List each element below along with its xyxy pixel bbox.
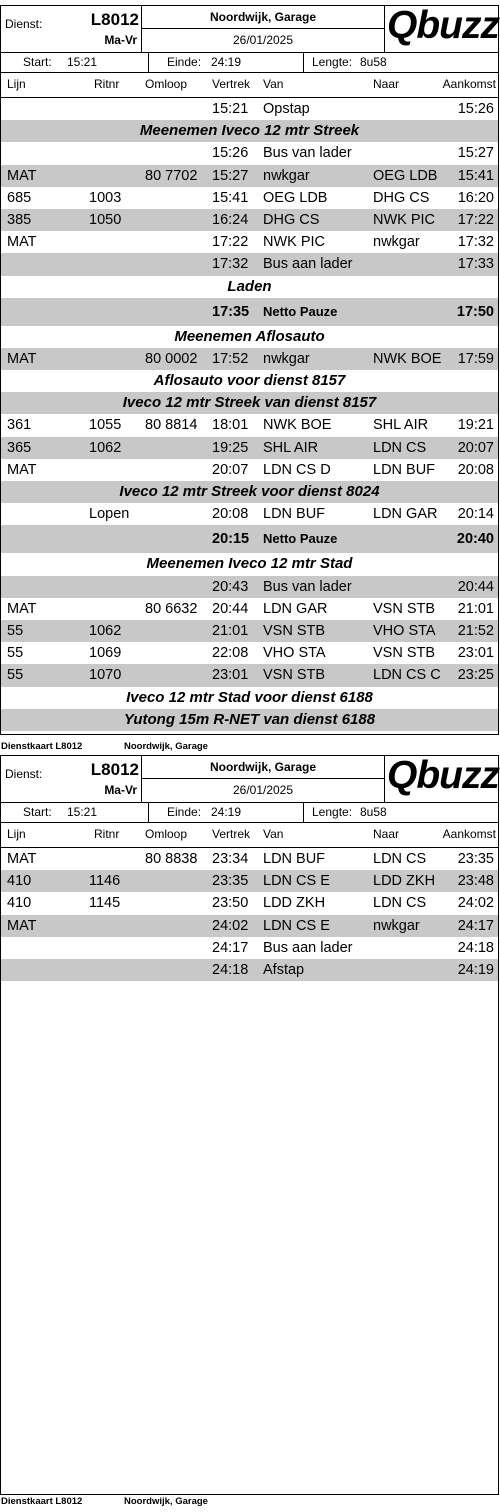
cell-van: LDN CS E <box>263 917 330 934</box>
duty-length: 8u58 <box>360 55 387 69</box>
cell-ritnr: 1062 <box>89 622 122 639</box>
cell-van: LDN CS D <box>263 461 331 478</box>
cell-omloop: 80 6632 <box>145 600 198 617</box>
section-row: Iveco 12 mtr Streek van dienst 8157 <box>1 392 498 414</box>
cell-vertrek: 23:01 <box>212 667 249 684</box>
cell-vertrek: 18:01 <box>212 417 249 434</box>
col-van: Van <box>263 827 284 841</box>
cell-vertrek: 15:21 <box>212 101 249 117</box>
duty-label: Dienst: <box>5 17 43 31</box>
section-row: Iveco 12 mtr Streek voor dienst 8024 <box>1 481 498 503</box>
depot-name: Noordwijk, Garage <box>142 6 384 29</box>
cell-lijn: MAT <box>7 167 37 184</box>
section-row: Iveco 12 mtr Stad voor dienst 6188 <box>126 688 373 706</box>
end-label: Einde: <box>167 805 202 819</box>
pause-row <box>1 525 498 553</box>
cell-lijn: 361 <box>7 417 32 434</box>
table-row <box>1 937 498 959</box>
cell-lijn: MAT <box>7 600 37 617</box>
col-lijn: Lijn <box>7 77 26 91</box>
cell-van: LDN BUF <box>263 506 326 523</box>
times-bar <box>1 802 498 823</box>
duty-days: Ma-Vr <box>104 33 137 47</box>
cell-van: Bus aan lader <box>263 939 353 956</box>
cell-van: Bus van lader <box>263 578 352 595</box>
cell-aankomst: 23:35 <box>457 851 494 867</box>
cell-van: NWK PIC <box>263 234 326 251</box>
cell-omloop: 80 8838 <box>145 851 198 867</box>
cell-vertrek: 20:44 <box>212 600 249 617</box>
cell-vertrek: 21:01 <box>212 622 249 639</box>
cell-aankomst: 21:52 <box>457 622 494 639</box>
cell-vertrek: 17:32 <box>212 256 249 273</box>
location-cell <box>142 756 385 802</box>
location-cell <box>142 6 385 52</box>
card-header <box>1 6 498 53</box>
cell-vertrek: 24:02 <box>212 917 249 934</box>
col-ritnr: Ritnr <box>94 77 120 91</box>
cell-ritnr: 1069 <box>89 645 122 662</box>
pause-label: Netto Pauze <box>263 303 338 319</box>
col-vertrek: Vertrek <box>212 77 251 91</box>
cell-naar: NWK BOE <box>373 350 442 367</box>
section-row: Laden <box>227 277 272 295</box>
cell-vertrek: 15:27 <box>212 167 249 184</box>
cell-van: VSN STB <box>263 667 326 684</box>
footer-duty: Dienstkaart L8012 <box>1 1496 83 1507</box>
length-label: Lengte: <box>312 805 353 819</box>
section-row: Meenemen Aflosauto <box>174 327 325 345</box>
section-row: Aflosauto voor dienst 8157 <box>153 372 346 390</box>
table-row <box>1 231 498 253</box>
cell-naar: LDN BUF <box>373 461 436 478</box>
table-row <box>1 165 498 187</box>
cell-lijn: MAT <box>7 234 37 251</box>
cell-van: nwkgar <box>263 167 310 184</box>
length-label: Lengte: <box>312 55 353 69</box>
table-row <box>1 620 498 642</box>
cell-aankomst: 24:18 <box>457 939 494 956</box>
col-naar: Naar <box>373 827 400 841</box>
cell-aankomst: 15:27 <box>457 145 494 162</box>
section-row: Meenemen Iveco 12 mtr Stad <box>146 555 353 573</box>
length-cell <box>304 52 499 72</box>
cell-ritnr: 1055 <box>89 417 122 434</box>
cell-naar: LDN CS C <box>373 667 441 684</box>
table-row <box>1 348 498 370</box>
cell-aankomst: 17:33 <box>457 256 494 273</box>
cell-aankomst: 16:20 <box>457 189 494 206</box>
cell-van: Afstap <box>263 961 305 978</box>
table-row <box>1 142 498 164</box>
start-cell <box>1 52 149 72</box>
cell-vertrek: 20:07 <box>212 461 249 478</box>
cell-vertrek: 24:18 <box>212 961 249 978</box>
cell-naar: SHL AIR <box>373 417 429 434</box>
cell-naar: LDN CS <box>373 851 427 867</box>
duty-length: 8u58 <box>360 805 387 819</box>
cell-aankomst: 15:26 <box>457 101 494 117</box>
cell-ritnr: 1070 <box>89 667 122 684</box>
cell-ritnr: 1146 <box>89 873 121 890</box>
cell-omloop: 80 8814 <box>145 417 198 434</box>
start-time: 15:21 <box>67 55 98 69</box>
footer-duty: Dienstkaart L8012 <box>1 741 83 752</box>
cell-lijn: MAT <box>7 851 37 867</box>
times-bar <box>1 52 498 73</box>
duty-card-page-1 <box>0 5 499 735</box>
cell-vertrek: 15:41 <box>212 189 249 206</box>
cell-aankomst: 20:08 <box>457 461 494 478</box>
cell-van: LDN GAR <box>263 600 328 617</box>
cell-naar: LDD ZKH <box>373 873 436 890</box>
duty-cell <box>1 756 142 802</box>
col-aankomst: Aankomst <box>442 77 496 91</box>
cell-lijn: 365 <box>7 439 32 456</box>
table-row <box>1 915 498 937</box>
end-time: 24:19 <box>211 805 242 819</box>
cell-van: DHG CS <box>263 211 320 228</box>
table-row <box>1 437 498 459</box>
cell-van: VSN STB <box>263 622 326 639</box>
pause-row <box>1 298 498 326</box>
col-vertrek: Vertrek <box>212 827 251 841</box>
cell-aankomst: 23:01 <box>457 645 494 662</box>
col-van: Van <box>263 77 284 91</box>
cell-vertrek: 23:50 <box>212 895 249 912</box>
cell-aankomst: 24:19 <box>457 961 494 978</box>
cell-van: LDN BUF <box>263 851 326 867</box>
duty-days: Ma-Vr <box>104 783 137 797</box>
table-row <box>1 414 498 436</box>
pause-label: Netto Pauze <box>263 531 338 547</box>
pause-start: 20:15 <box>212 531 250 548</box>
cell-lijn: 55 <box>7 645 24 662</box>
cell-naar: VSN STB <box>373 645 436 662</box>
cell-naar: VSN STB <box>373 600 436 617</box>
footer-depot: Noordwijk, Garage <box>124 1496 208 1507</box>
cell-vertrek: 17:22 <box>212 234 249 251</box>
cell-vertrek: 20:43 <box>212 578 249 595</box>
cell-naar: VHO STA <box>373 622 436 639</box>
cell-aankomst: 24:02 <box>457 895 494 912</box>
cell-vertrek: 16:24 <box>212 211 249 228</box>
cell-naar: nwkgar <box>373 917 420 934</box>
cell-aankomst: 17:32 <box>457 234 494 251</box>
cell-aankomst: 23:25 <box>457 667 494 684</box>
pause-start: 17:35 <box>212 303 250 320</box>
cell-vertrek: 23:35 <box>212 873 249 890</box>
cell-van: LDN CS E <box>263 873 330 890</box>
cell-naar: DHG CS <box>373 189 430 206</box>
trip-table-page-2 <box>1 848 498 981</box>
cell-lijn: MAT <box>7 917 37 934</box>
start-cell <box>1 802 149 822</box>
cell-ritnr: Lopen <box>89 506 130 523</box>
cell-lijn: 385 <box>7 211 32 228</box>
duty-label: Dienst: <box>5 767 43 781</box>
table-row <box>1 98 498 120</box>
cell-ritnr: 1062 <box>89 439 122 456</box>
cell-lijn: 55 <box>7 667 24 684</box>
start-label: Start: <box>23 55 52 69</box>
length-cell <box>304 802 499 822</box>
column-headers <box>1 823 498 848</box>
col-omloop: Omloop <box>145 827 188 841</box>
column-headers <box>1 73 498 98</box>
table-row <box>1 848 498 870</box>
cell-aankomst: 21:01 <box>457 600 494 617</box>
cell-lijn: 685 <box>7 189 32 206</box>
cell-vertrek: 23:34 <box>212 851 249 867</box>
table-row <box>1 253 498 275</box>
cell-lijn: MAT <box>7 350 37 367</box>
cell-vertrek: 15:26 <box>212 145 249 162</box>
qbuzz-logo: Qbuzz <box>387 4 499 47</box>
cell-van: Opstap <box>263 101 310 117</box>
section-row: Meenemen Iveco 12 mtr Streek <box>1 120 498 142</box>
table-row <box>1 598 498 620</box>
end-label: Einde: <box>167 55 202 69</box>
logo-cell <box>385 6 499 52</box>
duty-card-page-2 <box>0 755 499 1495</box>
duty-code: L8012 <box>90 10 139 29</box>
cell-aankomst: 20:14 <box>457 506 494 523</box>
cell-lijn: 410 <box>7 873 32 890</box>
end-cell <box>149 52 304 72</box>
duty-date: 26/01/2025 <box>232 33 294 47</box>
duty-code: L8012 <box>90 760 139 779</box>
table-row <box>1 209 498 231</box>
logo-cell <box>385 756 499 802</box>
depot-name: Noordwijk, Garage <box>142 756 384 779</box>
cell-naar: OEG LDB <box>373 167 438 184</box>
col-naar: Naar <box>373 77 400 91</box>
cell-aankomst: 20:44 <box>457 578 494 595</box>
col-ritnr: Ritnr <box>94 827 120 841</box>
end-time: 24:19 <box>211 55 242 69</box>
cell-van: SHL AIR <box>263 439 319 456</box>
cell-lijn: 410 <box>7 895 32 912</box>
cell-van: Bus aan lader <box>263 256 353 273</box>
col-omloop: Omloop <box>145 77 188 91</box>
cell-naar: LDN CS <box>373 439 427 456</box>
cell-omloop: 80 0002 <box>145 350 198 367</box>
cell-naar: LDN GAR <box>373 506 438 523</box>
duty-date: 26/01/2025 <box>232 783 294 797</box>
cell-van: NWK BOE <box>263 417 332 434</box>
cell-aankomst: 15:41 <box>457 167 494 184</box>
table-row <box>1 959 498 981</box>
cell-aankomst: 20:07 <box>457 439 494 456</box>
footer-depot: Noordwijk, Garage <box>124 741 208 752</box>
cell-vertrek: 22:08 <box>212 645 249 662</box>
cell-naar: LDN CS <box>373 895 427 912</box>
cell-van: OEG LDB <box>263 189 328 206</box>
end-cell <box>149 802 304 822</box>
table-row <box>1 892 498 914</box>
card-header <box>1 756 498 803</box>
table-row <box>1 642 498 664</box>
pause-end: 20:40 <box>456 531 494 548</box>
cell-aankomst: 17:59 <box>457 350 494 367</box>
table-row <box>1 459 498 481</box>
cell-lijn: MAT <box>7 461 37 478</box>
cell-aankomst: 23:48 <box>457 873 494 890</box>
cell-ritnr: 1050 <box>89 211 122 228</box>
pause-end: 17:50 <box>456 303 494 320</box>
cell-van: Bus van lader <box>263 145 352 162</box>
cell-van: LDD ZKH <box>263 895 326 912</box>
cell-vertrek: 24:17 <box>212 939 249 956</box>
cell-ritnr: 1003 <box>89 189 122 206</box>
table-row <box>1 664 498 686</box>
cell-aankomst: 17:22 <box>457 211 494 228</box>
cell-van: VHO STA <box>263 645 326 662</box>
cell-vertrek: 19:25 <box>212 439 249 456</box>
cell-vertrek: 20:08 <box>212 506 249 523</box>
section-row: Yutong 15m R-NET van dienst 6188 <box>1 709 498 731</box>
cell-lijn: 55 <box>7 622 24 639</box>
cell-vertrek: 17:52 <box>212 350 249 367</box>
cell-ritnr: 1145 <box>89 895 121 912</box>
start-label: Start: <box>23 805 52 819</box>
cell-aankomst: 24:17 <box>457 917 494 934</box>
duty-cell <box>1 6 142 52</box>
table-row <box>1 576 498 598</box>
table-row <box>1 187 498 209</box>
table-row <box>1 870 498 892</box>
cell-naar: nwkgar <box>373 234 420 251</box>
table-row <box>1 503 498 525</box>
cell-omloop: 80 7702 <box>145 167 198 184</box>
col-lijn: Lijn <box>7 827 26 841</box>
cell-van: nwkgar <box>263 350 310 367</box>
qbuzz-logo: Qbuzz <box>387 754 499 797</box>
cell-aankomst: 19:21 <box>457 417 494 434</box>
col-aankomst: Aankomst <box>442 827 496 841</box>
start-time: 15:21 <box>67 805 98 819</box>
trip-table-page-1 <box>1 98 498 731</box>
cell-naar: NWK PIC <box>373 211 436 228</box>
